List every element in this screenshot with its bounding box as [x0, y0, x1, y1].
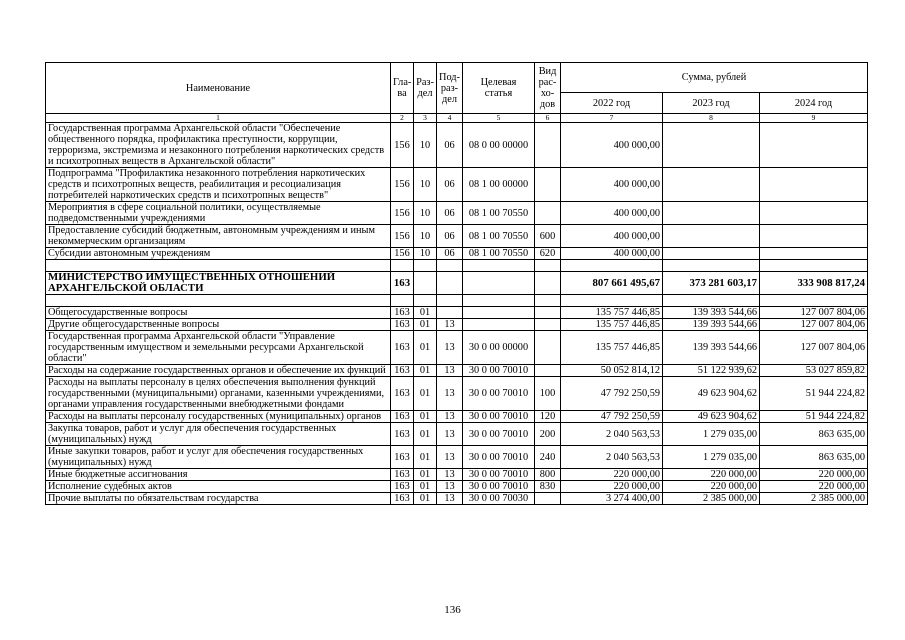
row-glava: 163 — [391, 493, 414, 505]
row-sum-2022: 400 000,00 — [561, 248, 663, 260]
row-vid-rashodov — [535, 123, 561, 168]
row-glava: 156 — [391, 123, 414, 168]
row-podrazdel — [437, 272, 463, 295]
row-celevaya-statya: 08 1 00 00000 — [463, 168, 535, 202]
row-sum-2024: 127 007 804,06 — [760, 307, 868, 319]
row-sum-2023: 2 385 000,00 — [663, 493, 760, 505]
row-podrazdel: 06 — [437, 225, 463, 248]
row-celevaya-statya — [463, 319, 535, 331]
row-sum-2023 — [663, 295, 760, 307]
row-glava — [391, 260, 414, 272]
row-sum-2022: 400 000,00 — [561, 123, 663, 168]
row-vid-rashodov — [535, 307, 561, 319]
row-razdel: 01 — [414, 493, 437, 505]
row-sum-2022: 400 000,00 — [561, 202, 663, 225]
row-vid-rashodov — [535, 295, 561, 307]
column-index-cell: 1 — [46, 114, 391, 123]
row-vid-rashodov — [535, 168, 561, 202]
row-celevaya-statya — [463, 272, 535, 295]
row-sum-2024: 863 635,00 — [760, 446, 868, 469]
table-row — [46, 272, 868, 295]
row-celevaya-statya: 30 0 00 70010 — [463, 481, 535, 493]
row-sum-2022 — [561, 260, 663, 272]
row-celevaya-statya: 30 0 00 70010 — [463, 446, 535, 469]
row-glava: 163 — [391, 423, 414, 446]
header-glava: Гла- ва — [391, 63, 414, 114]
table-row — [46, 481, 868, 493]
column-index-cell: 6 — [535, 114, 561, 123]
header-year-2022: 2022 год — [561, 93, 663, 114]
row-celevaya-statya — [463, 307, 535, 319]
column-index-cell: 8 — [663, 114, 760, 123]
row-sum-2024 — [760, 295, 868, 307]
row-glava: 163 — [391, 446, 414, 469]
row-sum-2024: 220 000,00 — [760, 469, 868, 481]
row-sum-2024: 51 944 224,82 — [760, 377, 868, 411]
row-glava: 163 — [391, 481, 414, 493]
table-row — [46, 123, 868, 168]
row-vid-rashodov — [535, 260, 561, 272]
row-vid-rashodov — [535, 331, 561, 365]
row-vid-rashodov: 120 — [535, 411, 561, 423]
row-sum-2024 — [760, 248, 868, 260]
column-index-cell: 5 — [463, 114, 535, 123]
row-sum-2024 — [760, 123, 868, 168]
row-sum-2022: 50 052 814,12 — [561, 365, 663, 377]
row-sum-2023: 139 393 544,66 — [663, 307, 760, 319]
row-razdel: 01 — [414, 319, 437, 331]
column-index-cell: 4 — [437, 114, 463, 123]
column-index-cell: 9 — [760, 114, 868, 123]
row-celevaya-statya: 08 1 00 70550 — [463, 202, 535, 225]
row-vid-rashodov — [535, 272, 561, 295]
row-podrazdel: 13 — [437, 423, 463, 446]
table-row — [46, 469, 868, 481]
table-row — [46, 446, 868, 469]
table-row — [46, 260, 868, 272]
row-sum-2023: 1 279 035,00 — [663, 423, 760, 446]
row-sum-2024 — [760, 168, 868, 202]
row-celevaya-statya: 08 1 00 70550 — [463, 248, 535, 260]
row-glava: 156 — [391, 202, 414, 225]
row-sum-2024: 127 007 804,06 — [760, 319, 868, 331]
page-number: 136 — [444, 604, 461, 616]
row-sum-2022: 47 792 250,59 — [561, 411, 663, 423]
column-index-cell: 3 — [414, 114, 437, 123]
row-glava: 163 — [391, 411, 414, 423]
row-razdel — [414, 272, 437, 295]
row-name: Государственная программа Архангельской области "Обеспечение общественного порядка, профилактика преступности, коррупции, терроризма, экстремизма и незаконного потребления наркотических средств и психотропных веществ в Архангельской области" — [46, 123, 391, 168]
row-glava: 156 — [391, 168, 414, 202]
row-sum-2022: 400 000,00 — [561, 225, 663, 248]
row-sum-2022: 135 757 446,85 — [561, 319, 663, 331]
row-podrazdel — [437, 295, 463, 307]
column-index-row — [46, 114, 868, 123]
row-razdel: 01 — [414, 423, 437, 446]
row-name: Иные бюджетные ассигнования — [46, 469, 391, 481]
row-name: Иные закупки товаров, работ и услуг для обеспечения государственных (муниципальных) нужд — [46, 446, 391, 469]
row-celevaya-statya: 30 0 00 70010 — [463, 469, 535, 481]
header-year-2024: 2024 год — [760, 93, 868, 114]
row-vid-rashodov: 200 — [535, 423, 561, 446]
row-sum-2023 — [663, 123, 760, 168]
row-name: Исполнение судебных актов — [46, 481, 391, 493]
row-razdel — [414, 295, 437, 307]
row-razdel — [414, 260, 437, 272]
column-index-cell: 7 — [561, 114, 663, 123]
row-podrazdel: 13 — [437, 469, 463, 481]
row-sum-2022 — [561, 295, 663, 307]
row-sum-2024: 220 000,00 — [760, 481, 868, 493]
table-row — [46, 225, 868, 248]
row-glava: 163 — [391, 469, 414, 481]
row-podrazdel: 13 — [437, 411, 463, 423]
row-podrazdel: 13 — [437, 377, 463, 411]
row-sum-2022: 400 000,00 — [561, 168, 663, 202]
row-sum-2023: 1 279 035,00 — [663, 446, 760, 469]
row-vid-rashodov: 620 — [535, 248, 561, 260]
row-sum-2022: 3 274 400,00 — [561, 493, 663, 505]
row-sum-2023 — [663, 225, 760, 248]
row-podrazdel: 13 — [437, 319, 463, 331]
table-row — [46, 331, 868, 365]
row-name: Предоставление субсидий бюджетным, автономным учреждениям и иным некоммерческим организациям — [46, 225, 391, 248]
header-podrazdel: Под- раз- дел — [437, 63, 463, 114]
row-sum-2022: 2 040 563,53 — [561, 446, 663, 469]
row-podrazdel — [437, 260, 463, 272]
row-podrazdel: 13 — [437, 481, 463, 493]
row-name: Расходы на содержание государственных органов и обеспечение их функций — [46, 365, 391, 377]
row-name: Закупка товаров, работ и услуг для обеспечения государственных (муниципальных) нужд — [46, 423, 391, 446]
row-glava: 163 — [391, 331, 414, 365]
row-sum-2023: 220 000,00 — [663, 481, 760, 493]
row-razdel: 01 — [414, 331, 437, 365]
row-sum-2023 — [663, 168, 760, 202]
row-sum-2023 — [663, 260, 760, 272]
row-name: Другие общегосударственные вопросы — [46, 319, 391, 331]
row-celevaya-statya — [463, 295, 535, 307]
row-vid-rashodov: 240 — [535, 446, 561, 469]
table-row — [46, 365, 868, 377]
row-vid-rashodov: 100 — [535, 377, 561, 411]
row-name: Общегосударственные вопросы — [46, 307, 391, 319]
header-celevaya-statya: Целевая статья — [463, 63, 535, 114]
row-name — [46, 295, 391, 307]
table-row — [46, 168, 868, 202]
row-glava: 156 — [391, 248, 414, 260]
row-sum-2024: 2 385 000,00 — [760, 493, 868, 505]
row-sum-2024 — [760, 225, 868, 248]
row-celevaya-statya: 08 0 00 00000 — [463, 123, 535, 168]
row-razdel: 10 — [414, 168, 437, 202]
row-name: Мероприятия в сфере социальной политики, осуществляемые подведомственными учреждениями — [46, 202, 391, 225]
row-podrazdel: 13 — [437, 365, 463, 377]
table-row — [46, 423, 868, 446]
header-year-2023: 2023 год — [663, 93, 760, 114]
row-celevaya-statya: 30 0 00 70010 — [463, 423, 535, 446]
row-podrazdel: 13 — [437, 446, 463, 469]
table-row — [46, 411, 868, 423]
row-name: Субсидии автономным учреждениям — [46, 248, 391, 260]
row-vid-rashodov — [535, 365, 561, 377]
header-summa: Сумма, рублей — [561, 63, 868, 93]
row-sum-2024: 127 007 804,06 — [760, 331, 868, 365]
row-name: Государственная программа Архангельской области "Управление государственным имуществом и земельными ресурсами Архангельской области" — [46, 331, 391, 365]
row-sum-2023: 139 393 544,66 — [663, 319, 760, 331]
row-vid-rashodov: 800 — [535, 469, 561, 481]
row-celevaya-statya: 30 0 00 70010 — [463, 411, 535, 423]
row-vid-rashodov: 600 — [535, 225, 561, 248]
header-razdel: Раз- дел — [414, 63, 437, 114]
row-sum-2022: 135 757 446,85 — [561, 331, 663, 365]
table-row — [46, 493, 868, 505]
row-sum-2024 — [760, 260, 868, 272]
row-podrazdel: 13 — [437, 331, 463, 365]
row-sum-2022: 807 661 495,67 — [561, 272, 663, 295]
row-razdel: 01 — [414, 411, 437, 423]
row-sum-2023: 373 281 603,17 — [663, 272, 760, 295]
row-podrazdel: 06 — [437, 202, 463, 225]
row-glava: 163 — [391, 365, 414, 377]
row-vid-rashodov — [535, 202, 561, 225]
row-sum-2023: 49 623 904,62 — [663, 411, 760, 423]
row-vid-rashodov — [535, 319, 561, 331]
row-sum-2022: 2 040 563,53 — [561, 423, 663, 446]
row-razdel: 01 — [414, 377, 437, 411]
row-sum-2023 — [663, 202, 760, 225]
row-sum-2023: 49 623 904,62 — [663, 377, 760, 411]
row-celevaya-statya: 30 0 00 00000 — [463, 331, 535, 365]
row-celevaya-statya: 30 0 00 70010 — [463, 377, 535, 411]
row-sum-2023: 220 000,00 — [663, 469, 760, 481]
row-razdel: 10 — [414, 123, 437, 168]
row-razdel: 01 — [414, 481, 437, 493]
row-glava: 163 — [391, 307, 414, 319]
row-celevaya-statya — [463, 260, 535, 272]
row-name: Прочие выплаты по обязательствам государства — [46, 493, 391, 505]
row-podrazdel: 06 — [437, 168, 463, 202]
row-razdel: 01 — [414, 365, 437, 377]
row-razdel: 10 — [414, 225, 437, 248]
row-razdel: 10 — [414, 248, 437, 260]
row-sum-2024: 53 027 859,82 — [760, 365, 868, 377]
row-sum-2024 — [760, 202, 868, 225]
row-name: Расходы на выплаты персоналу государственных (муниципальных) органов — [46, 411, 391, 423]
row-podrazdel: 06 — [437, 123, 463, 168]
row-razdel: 01 — [414, 469, 437, 481]
table-row — [46, 248, 868, 260]
row-vid-rashodov: 830 — [535, 481, 561, 493]
row-celevaya-statya: 08 1 00 70550 — [463, 225, 535, 248]
table-row — [46, 307, 868, 319]
row-sum-2024: 51 944 224,82 — [760, 411, 868, 423]
row-podrazdel: 13 — [437, 493, 463, 505]
row-vid-rashodov — [535, 493, 561, 505]
row-celevaya-statya: 30 0 00 70010 — [463, 365, 535, 377]
table-row — [46, 202, 868, 225]
row-name: Подпрограмма "Профилактика незаконного потребления наркотических средств и психотропных веществ, реабилитация и ресоциализация потребителей наркотических средств и психотропных веществ" — [46, 168, 391, 202]
row-podrazdel — [437, 307, 463, 319]
row-sum-2023: 139 393 544,66 — [663, 331, 760, 365]
row-name: МИНИСТЕРСТВО ИМУЩЕСТВЕННЫХ ОТНОШЕНИЙ АРХАНГЕЛЬСКОЙ ОБЛАСТИ — [46, 272, 391, 295]
row-razdel: 01 — [414, 446, 437, 469]
row-glava: 163 — [391, 319, 414, 331]
budget-table — [45, 62, 868, 505]
header-vid-rashodov: Вид рас- хо- дов — [535, 63, 561, 114]
row-sum-2022: 220 000,00 — [561, 469, 663, 481]
row-sum-2022: 135 757 446,85 — [561, 307, 663, 319]
header-name: Наименование — [46, 63, 391, 114]
table-row — [46, 295, 868, 307]
row-sum-2023: 51 122 939,62 — [663, 365, 760, 377]
row-name: Расходы на выплаты персоналу в целях обеспечения выполнения функций государственными (муниципальными) органами, казенными учреждениями, органами управления государственными внебюджетными фондами — [46, 377, 391, 411]
row-razdel: 10 — [414, 202, 437, 225]
row-glava — [391, 295, 414, 307]
row-name — [46, 260, 391, 272]
row-sum-2022: 47 792 250,59 — [561, 377, 663, 411]
row-sum-2024: 863 635,00 — [760, 423, 868, 446]
table-row — [46, 319, 868, 331]
row-glava: 163 — [391, 377, 414, 411]
row-sum-2022: 220 000,00 — [561, 481, 663, 493]
row-sum-2023 — [663, 248, 760, 260]
table-row — [46, 377, 868, 411]
column-index-cell: 2 — [391, 114, 414, 123]
row-podrazdel: 06 — [437, 248, 463, 260]
row-razdel: 01 — [414, 307, 437, 319]
row-glava: 156 — [391, 225, 414, 248]
row-celevaya-statya: 30 0 00 70030 — [463, 493, 535, 505]
row-glava: 163 — [391, 272, 414, 295]
row-sum-2024: 333 908 817,24 — [760, 272, 868, 295]
